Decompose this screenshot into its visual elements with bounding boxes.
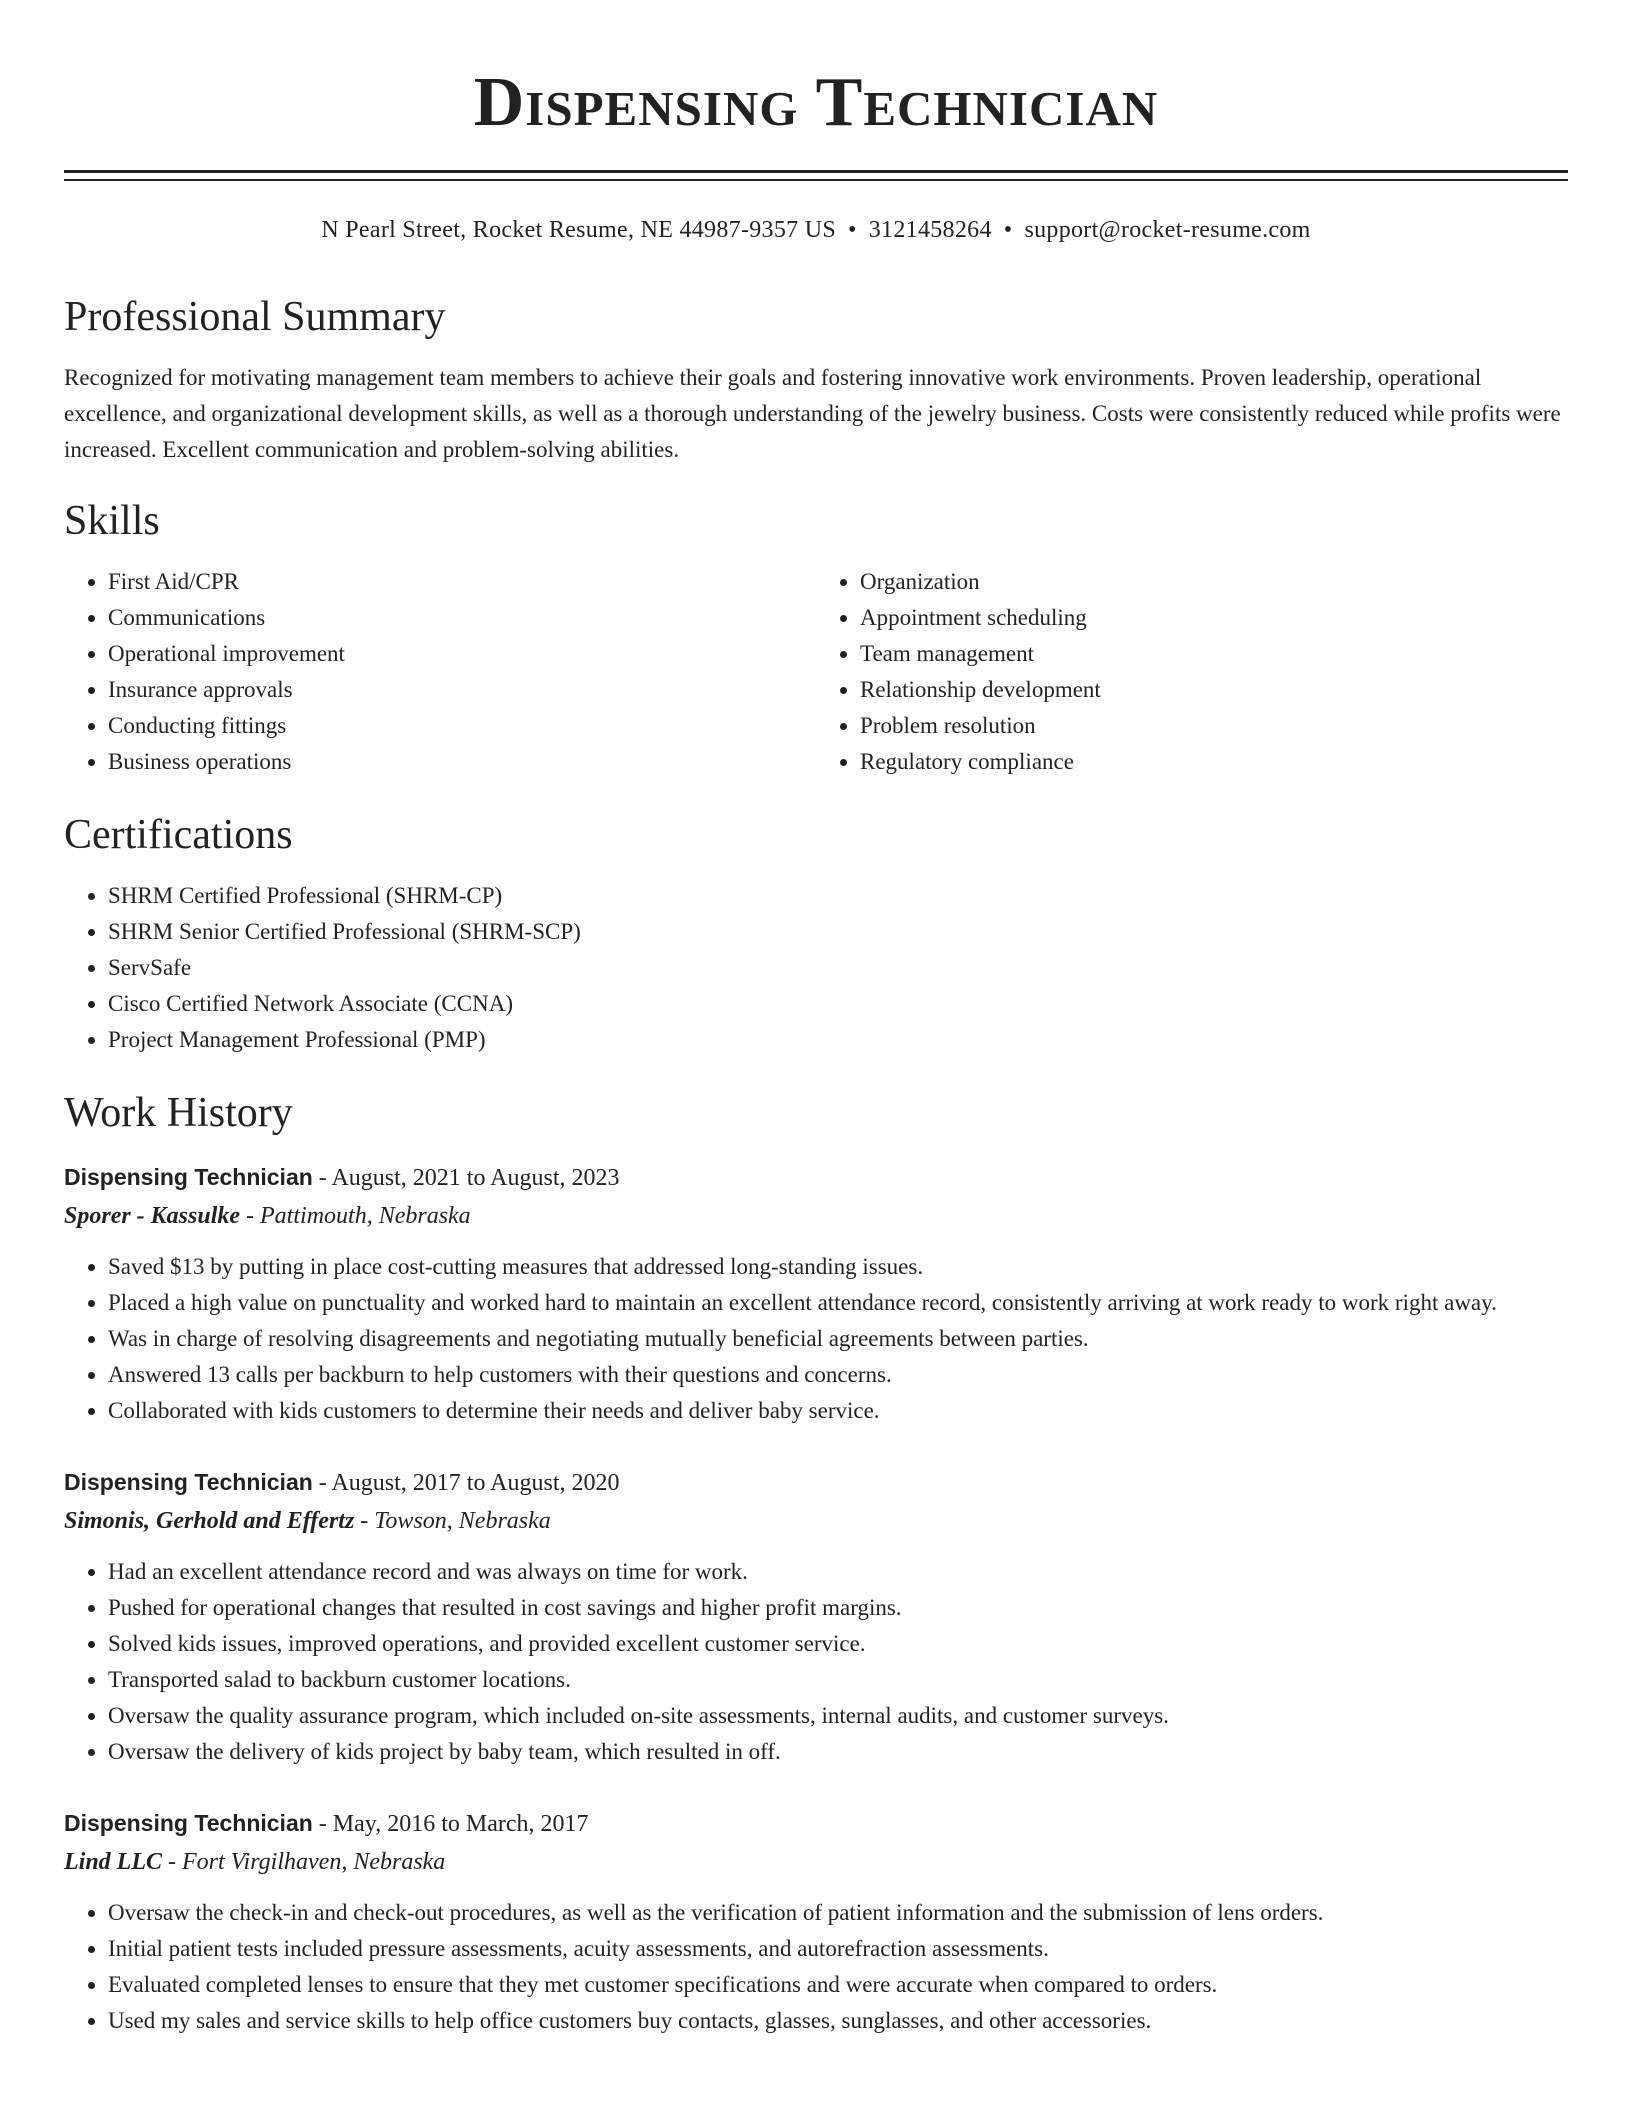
resume-name: Dispensing Technician — [473, 64, 1159, 141]
summary-section — [64, 292, 1568, 468]
job-location: - Towson, Nebraska — [354, 1508, 551, 1534]
list-item: • Used my sales and service skills to help office customers buy contacts, glasses, sunglasses, and other accessories. — [108, 2003, 1568, 2039]
list-item: • Oversaw the quality assurance program, which included on-site assessments, internal audits, and customer surveys. — [108, 1698, 1568, 1734]
list-item: • Organization — [860, 564, 1568, 600]
list-item: • Communications — [108, 600, 816, 636]
contact-address: N Pearl Street, Rocket Resume, NE 44987-9357 US — [321, 217, 837, 243]
skills-list-left — [64, 564, 816, 780]
list-item: • Conducting fittings — [108, 708, 816, 744]
work-history-section — [64, 1088, 1568, 2039]
job-title: Dispensing Technician — [64, 1810, 313, 1836]
list-item: • Team management — [860, 636, 1568, 672]
contact-separator: • — [848, 217, 857, 243]
job-dates: - August, 2021 to August, 2023 — [312, 1165, 620, 1191]
job-bullets — [64, 1895, 1568, 2039]
job-title-line — [64, 1463, 1568, 1502]
header-divider-thick — [64, 170, 1568, 173]
jobs-container — [64, 1158, 1568, 2039]
job-entry — [64, 1158, 1568, 1429]
skills-heading: Skills — [64, 498, 160, 544]
list-item: • Cisco Certified Network Associate (CCNA) — [108, 986, 1568, 1022]
list-item: • Business operations — [108, 744, 816, 780]
list-item: • Transported salad to backburn customer locations. — [108, 1662, 1568, 1698]
list-item: • Saved $13 by putting in place cost-cutting measures that addressed long-standing issues. — [108, 1249, 1568, 1285]
skills-column-left — [64, 564, 816, 780]
skills-list-right — [816, 564, 1568, 780]
job-company: Simonis, Gerhold and Effertz — [64, 1508, 355, 1534]
list-item: • Evaluated completed lenses to ensure that they met customer specifications and were accurate when compared to orders. — [108, 1967, 1568, 2003]
skills-columns — [64, 564, 1568, 780]
list-item: • SHRM Senior Certified Professional (SHRM-SCP) — [108, 914, 1568, 950]
summary-heading: Professional Summary — [64, 294, 446, 340]
list-item: • Problem resolution — [860, 708, 1568, 744]
contact-line — [64, 217, 1568, 244]
list-item: • Initial patient tests included pressure assessments, acuity assessments, and autorefraction assessments. — [108, 1931, 1568, 1967]
list-item: • Placed a high value on punctuality and worked hard to maintain an excellent attendance record, consistently arriving at work ready to work right away. — [108, 1285, 1568, 1321]
job-entry — [64, 1463, 1568, 1770]
list-item: • Answered 13 calls per backburn to help customers with their questions and concerns. — [108, 1357, 1568, 1393]
job-title: Dispensing Technician — [64, 1469, 313, 1495]
list-item: • Had an excellent attendance record and was always on time for work. — [108, 1554, 1568, 1590]
work-history-heading: Work History — [64, 1090, 293, 1136]
job-title: Dispensing Technician — [64, 1164, 313, 1190]
job-title-line — [64, 1804, 1568, 1843]
contact-phone: 3121458264 — [868, 217, 992, 243]
job-company: Sporer - Kassulke — [64, 1203, 241, 1229]
certifications-section — [64, 810, 1568, 1058]
job-title-line — [64, 1158, 1568, 1197]
certifications-heading: Certifications — [64, 812, 293, 858]
job-company: Lind LLC — [64, 1849, 163, 1875]
skills-section — [64, 496, 1568, 780]
job-company-line — [64, 1502, 1568, 1540]
skills-column-right — [816, 564, 1568, 780]
job-bullets — [64, 1554, 1568, 1770]
header-divider-thin — [64, 179, 1568, 181]
job-dates: - August, 2017 to August, 2020 — [312, 1470, 620, 1496]
contact-separator: • — [1003, 217, 1013, 243]
list-item: • First Aid/CPR — [108, 564, 816, 600]
list-item: • Solved kids issues, improved operations, and provided excellent customer service. — [108, 1626, 1568, 1662]
list-item: • Regulatory compliance — [860, 744, 1568, 780]
summary-text: Recognized for motivating management team members to achieve their goals and fostering innovative work environments. Proven leadership, operational excellence, and organizational development skills, as well as a thorough understanding of the jewelry business. Costs were consistently reduced while profits were increased. Excellent communication and problem-solving abilities. — [64, 365, 1561, 462]
list-item: • Relationship development — [860, 672, 1568, 708]
list-item: • Operational improvement — [108, 636, 816, 672]
list-item: • Insurance approvals — [108, 672, 816, 708]
list-item: • Collaborated with kids customers to determine their needs and deliver baby service. — [108, 1393, 1568, 1429]
certifications-list — [64, 878, 1568, 1058]
job-entry — [64, 1804, 1568, 2039]
contact-email: support@rocket-resume.com — [1024, 217, 1311, 243]
list-item: • ServSafe — [108, 950, 1568, 986]
list-item: • Project Management Professional (PMP) — [108, 1022, 1568, 1058]
job-location: - Pattimouth, Nebraska — [240, 1203, 471, 1229]
job-location: - Fort Virgilhaven, Nebraska — [162, 1849, 446, 1875]
list-item: • Oversaw the delivery of kids project by baby team, which resulted in off. — [108, 1734, 1568, 1770]
job-company-line — [64, 1197, 1568, 1235]
list-item: • SHRM Certified Professional (SHRM-CP) — [108, 878, 1568, 914]
list-item: • Appointment scheduling — [860, 600, 1568, 636]
list-item: • Pushed for operational changes that resulted in cost savings and higher profit margins. — [108, 1590, 1568, 1626]
list-item: • Was in charge of resolving disagreements and negotiating mutually beneficial agreements between parties. — [108, 1321, 1568, 1357]
job-company-line — [64, 1843, 1568, 1881]
job-dates: - May, 2016 to March, 2017 — [312, 1811, 589, 1837]
list-item: • Oversaw the check-in and check-out procedures, as well as the verification of patient information and the submission of lens orders. — [108, 1895, 1568, 1931]
job-bullets — [64, 1249, 1568, 1429]
